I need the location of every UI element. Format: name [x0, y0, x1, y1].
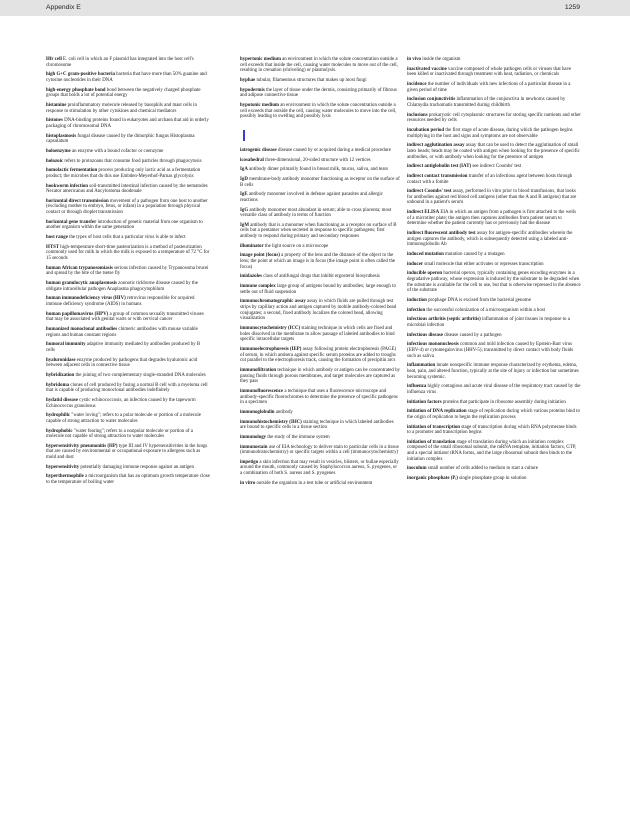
glossary-entry [240, 299, 400, 322]
glossary-definition: the successful colonization of a microorganism within a host [425, 307, 546, 313]
glossary-entry [240, 148, 400, 154]
glossary-term: human African trypanosomiasis [46, 265, 113, 271]
page-number: 1259 [564, 4, 580, 11]
glossary-term: inclusion conjunctivitis [407, 97, 456, 103]
glossary-term: hypertonic medium [240, 57, 281, 62]
glossary-definition: inflammation of joint tissues in response to a microbial infection [407, 317, 570, 328]
glossary-column-1 [46, 57, 210, 490]
glossary-term: infectious disease [407, 332, 443, 338]
glossary-definition: introduction of genetic material from one organism to another organism within the same generation [46, 219, 203, 231]
glossary-definition: process producing only lactic acid as a fermentation product; the microbes that do this use Embden-Meyerhof-Parnas glycolysis [46, 168, 201, 179]
glossary-term: indirect ELISA [407, 210, 440, 216]
glossary-term: hydrophobic [46, 428, 73, 434]
glossary-term: imidazoles [240, 274, 263, 280]
glossary-term: immunohistochemistry (IHC) [240, 419, 302, 425]
glossary-definition: the light source on a microscope [263, 243, 329, 249]
glossary-definition: EIA in which an antigen from a pathogen is first attached to the wells of a microtiter plate; the antigen then captures antibodies from patient serum to determine whether the patient currently has or previously had the disease [407, 210, 577, 227]
glossary-entry [46, 296, 210, 307]
glossary-entry [46, 266, 210, 277]
glossary-term: horizontal direct transmission [46, 198, 109, 204]
glossary-definition: stage of translation during which an initiation complex composed of the small ribosomal subunit, the mRNA template, initiation factors, GTP, and a special initiator tRNA forms, and the large ribosomal subunit then binds to the initiation complex [407, 439, 577, 462]
glossary-entry [240, 445, 400, 456]
glossary-definition: proteins that participate in ribosome assembly during initiation [441, 399, 566, 405]
glossary-term: immunology [240, 434, 267, 440]
glossary-term: Hfr cell [46, 57, 62, 62]
glossary-definition: tubular, filamentous structures that makes up most fungi [255, 77, 367, 83]
glossary-entry [240, 481, 400, 487]
glossary-term: indirect contact transmission [407, 173, 468, 179]
glossary-entry [46, 199, 210, 216]
glossary-definition: stage of transcription during which RNA polymerase binds to a promoter and transcription begins [407, 424, 577, 436]
glossary-entry [46, 444, 210, 461]
glossary-entry [46, 88, 210, 99]
glossary-term: immunocytochemistry (ICC) [240, 326, 301, 331]
glossary-term: illuminator [240, 243, 264, 249]
glossary-entry [240, 103, 400, 120]
glossary-entry [240, 274, 400, 280]
glossary-entry [407, 210, 581, 227]
glossary-entry [46, 72, 210, 83]
glossary-definition: assay, performed in vitro prior to blood transfusions, that looks for antibodies against red blood cell antigens (other than the A and B antigens) that are unbound in a patient's serum [407, 189, 577, 206]
glossary-term: hyaluronidase [46, 357, 76, 363]
glossary-definition: high-temperature short-time pasteurization is a method of pasteurization commonly used for milk in which the milk is exposed to a temperature of 72 °C for 15 seconds [46, 244, 210, 262]
glossary-entry [240, 223, 400, 240]
glossary-term: hydatid disease [46, 397, 78, 403]
glossary-definition: potentially damaging immune response against an antigen [79, 464, 194, 470]
glossary-definition: staining technique in which cells are fixed and holes dissolved in the membrane to allow passage of labeled antibodies to bind specific intracellular targets [240, 326, 395, 343]
glossary-term: in vivo [407, 57, 421, 62]
glossary-definition: cystic echinococcosis, an infection caused by the tapeworm Echinococcus granulosus [46, 397, 196, 409]
glossary-definition: a skin infection that may result in vesicles, blisters, or bullae especially around the mouth, commonly caused by Staphylococcus aureus, S. pyogenes, or a combination of both S. aureus and S. pyogenes [240, 459, 399, 477]
glossary-term: hypotonic medium [240, 102, 279, 108]
glossary-term: holozoic [46, 158, 64, 164]
glossary-term: initiation of DNA replication [407, 409, 467, 415]
glossary-definition: the types of host cells that a particular virus is able to infect [67, 235, 186, 241]
glossary-entry [46, 398, 210, 409]
glossary-entry [240, 368, 400, 385]
glossary-definition: bacteria that have more than 50% guanine and cytosine nucleotides in their DNA [46, 72, 207, 83]
glossary-definition: antibody monomer most abundant in serum; able to cross placenta; most versatile class of antibody in terms of function [240, 207, 392, 219]
glossary-definition: soil-transmitted intestinal infection caused by the nematodes Necator americanus and Ancylostoma duodenale [46, 183, 208, 195]
glossary-entry [407, 231, 581, 248]
glossary-entry [46, 184, 210, 195]
glossary-entry [46, 159, 210, 165]
glossary-definition: a microorganism that has an optimum growth temperature close to the temperature of boiling water [46, 474, 210, 486]
glossary-definition: chimeric antibodies with mouse variable regions and human constant regions [46, 326, 198, 338]
glossary-term: hyperthermophile [46, 474, 84, 480]
glossary-definition: proinflammatory molecule released by basophils and mast cells in response to stimulation by other cytokines and chemical mediators [46, 102, 197, 114]
glossary-definition: use of EIA technology to deliver stain to particular cells in a tissue (immunohistochemistry) or specific targets within a cell (immunocytochemistry) [240, 444, 399, 456]
glossary-entry [46, 413, 210, 424]
glossary-definition: retrovirus responsible for acquired immune deficiency syndrome (AIDS) in humans [46, 296, 195, 307]
glossary-term: infectious mononucleosis [407, 342, 459, 348]
glossary-term: immunofluorescence [240, 388, 284, 394]
appendix-title: Appendix E [46, 4, 81, 11]
glossary-term: IgD [240, 176, 248, 182]
glossary-term: hybridization [46, 372, 75, 378]
glossary-definition: prophage DNA is excised from the bacterial genome [426, 298, 531, 303]
glossary-definition: DNA-binding proteins found in eukaryotes and archaea that aid in orderly packaging of chromosomal DNA [46, 118, 209, 129]
glossary-term: initiation of transcription [407, 424, 460, 430]
glossary-term: hypodermis [240, 87, 265, 93]
glossary-definition: technique in which antibody or antigen can be concentrated by passing fluids through porous membranes, and target molecules are captured as they pass [240, 367, 400, 385]
glossary-term: indirect Coombs' test [407, 189, 452, 195]
glossary-definition: vaccine composed of whole pathogen cells or viruses that have been killed or inactivated through treatment with heat, radiation, or chemicals [407, 66, 572, 78]
glossary-term: hybridoma [46, 382, 70, 388]
glossary-term: hyphae [240, 77, 256, 83]
glossary-entry [46, 281, 210, 292]
glossary-entry [240, 389, 400, 406]
glossary-entry [46, 235, 210, 241]
glossary-term: homolactic fermentation [46, 168, 98, 174]
glossary-entry [407, 67, 581, 78]
glossary-term: humanized monoclonal antibodies [46, 326, 118, 332]
glossary-term: high-energy phosphate bond [46, 87, 106, 93]
glossary-definition: the joining of two complementary single-stranded DNA molecules [74, 372, 206, 378]
glossary-definition: inflammation of the conjunctiva in newborns caused by Chlamydia trachomatis transmitted during childbirth [407, 97, 566, 108]
glossary-definition: E. coli cell in which an F plasmid has integrated into the host cell's chromosome [46, 57, 194, 68]
glossary-term: immunostain [240, 444, 268, 450]
glossary-definition: the layer of tissue under the dermis, consisting primarily of fibrous and adipose connective tissue [240, 87, 397, 99]
glossary-entry [407, 440, 581, 463]
glossary-term: immunofiltration [240, 367, 277, 373]
glossary-definition: innate nonspecific immune response characterized by erythema, edema, heat, pain, and altered function, typically at the site of injury or infection but sometimes becoming systemic. [407, 363, 579, 380]
glossary-definition: prokaryotic cell cytoplasmic structures for storing specific nutrients and other resources needed by cells [407, 112, 581, 124]
glossary-term: inclusions [407, 112, 428, 118]
glossary-definition: adaptive immunity mediated by antibodies produced by B cells [46, 342, 201, 353]
glossary-entry [240, 420, 400, 431]
glossary-term: hydrophilic [46, 413, 71, 419]
glossary-term: impetigo [240, 459, 259, 465]
glossary-entry [240, 435, 400, 441]
glossary-entry [407, 164, 581, 170]
glossary-term: immune complex [240, 284, 276, 290]
glossary-term: image point (focus) [240, 253, 280, 259]
glossary-entry [46, 312, 210, 323]
glossary-definition: an enzyme with a bound cofactor or coenzyme [70, 148, 164, 154]
glossary-definition: inside the organism [421, 57, 461, 62]
glossary-definition: outside the organism in a test tube or artificial environment [255, 480, 373, 486]
glossary-definition: highly contagious and acute viral disease of the respiratory tract caused by the influenza virus [407, 384, 581, 395]
glossary-definition: "water fearing"; refers to a nonpolar molecule or portion of a molecule not capable of strong attraction to water molecules [46, 428, 193, 440]
glossary-definition: small molecule that either activates or represses transcription [423, 261, 544, 267]
glossary-entry [240, 460, 400, 477]
glossary-definition: staining technique in which labeled antibodies are bound to specific cells in a tissue section [240, 419, 394, 431]
glossary-term: hookworm infection [46, 183, 88, 189]
glossary-term: immunoelectrophoresis (IEP) [240, 346, 302, 352]
glossary-entry [407, 425, 581, 436]
glossary-column-3 [407, 57, 581, 486]
glossary-definition: assay in which fluids are pulled through test strips by capillary action and antigen captured by mobile antibody-colored bead conjugates; a second, fixed antibody localizes the colored bead, allowing visualization [240, 299, 397, 322]
glossary-term: human granulocytic anaplasmosis [46, 281, 117, 287]
glossary-term: high G+C gram-positive bacteria [46, 72, 115, 78]
glossary-column-2 [240, 57, 400, 490]
glossary-term: histones [46, 118, 63, 124]
glossary-definition: zoonotic tickborne disease caused by the obligate intracellular pathogen Anaplasma phagocytophilum [46, 281, 198, 292]
glossary-term: icosahedral [240, 157, 264, 163]
glossary-entry [407, 363, 581, 380]
glossary-entry [240, 208, 400, 219]
glossary-definition: bond between the negatively charged phosphate groups that holds a lot of potential energy [46, 87, 201, 99]
glossary-definition: an environment in which the solute concentration outside a cell exceeds that outside the cell, causing water molecules to move into the cell, possibly leading to swelling and possibly lysis [240, 102, 397, 120]
glossary-entry [407, 333, 581, 339]
glossary-entry [240, 326, 400, 343]
glossary-entry [240, 244, 400, 250]
glossary-definition: antibody dimer primarily found in breast milk, mucus, saliva, and tears [247, 167, 389, 173]
glossary-entry [407, 174, 581, 185]
glossary-definition: mutation caused by a mutagen [443, 252, 505, 258]
glossary-entry [46, 383, 210, 394]
glossary-entry [407, 409, 581, 420]
glossary-entry [240, 177, 400, 188]
glossary-definition: transfer of an infectious agent between hosts through contact with a fomite [407, 173, 573, 185]
glossary-entry [46, 103, 210, 114]
glossary-entry [240, 78, 400, 84]
section-letter-marker [243, 130, 245, 141]
glossary-entry [240, 57, 400, 74]
glossary-entry [240, 158, 400, 164]
glossary-term: histoplasmosis [46, 133, 77, 139]
glossary-term: human papillomavirus (HPV) [46, 311, 109, 317]
glossary-definition: stage of replication during which various proteins bind to the origin of replication to begin the replication process [407, 409, 580, 420]
glossary-term: inactivated vaccine [407, 66, 447, 72]
glossary-term: induction [407, 298, 427, 303]
glossary-term: indirect antiglobulin test (IAT) [407, 164, 472, 170]
glossary-term: IgA [240, 167, 248, 173]
glossary-entry [407, 252, 581, 258]
glossary-entry [407, 143, 581, 160]
glossary-entry [46, 220, 210, 231]
glossary-definition: class of antifungal drugs that inhibit ergosterol biosynthesis [262, 274, 380, 280]
glossary-entry [407, 262, 581, 268]
glossary-entry [407, 128, 581, 139]
glossary-term: inorganic phosphate (Pᵢ) [407, 476, 458, 482]
glossary-term: infectious arthritis (septic arthritis) [407, 317, 481, 323]
glossary-term: inoculum [407, 466, 427, 472]
glossary-definition: assay following protein electrophoresis (PAGE) of serum, in which antisera against specific serum proteins are added to troughs cut parallel to the electrophoresis track, causing the formation of precipitin arcs [240, 346, 397, 364]
glossary-definition: large group of antigens bound by antibodies; large enough to settle out of fluid suspension [240, 284, 396, 295]
glossary-entry [46, 57, 210, 68]
glossary-definition: common and mild infection caused by Epstein-Barr virus (EBV-4) or cytomegalovirus (HHV-5); transmitted by direct contact with body fluids such as saliva [407, 342, 574, 359]
glossary-entry [407, 476, 581, 482]
glossary-definition: small number of cells added to medium to start a culture [426, 466, 539, 472]
glossary-entry [407, 82, 581, 93]
glossary-definition: the first stage of acute disease, during which the pathogen begins multiplying in the host and signs and symptoms are not observable [407, 127, 573, 139]
glossary-entry [46, 118, 210, 129]
glossary-definition: type III and IV hypersensitivities in the lungs that are caused by environmental or occupational exposure to allergens such as mold and dust [46, 443, 208, 461]
glossary-definition: refers to protozoans that consume food particles through phagocytosis [63, 158, 202, 164]
glossary-entry [46, 465, 210, 471]
glossary-definition: serious infection caused by Trypanosoma brucei and spread by the bite of the tsetse fly [46, 265, 209, 277]
glossary-term: immunochromatographic assay [240, 299, 306, 305]
glossary-definition: disease caused by or acquired during a medical procedure [276, 147, 391, 153]
glossary-term: inducer [407, 261, 424, 267]
glossary-entry [240, 88, 400, 99]
glossary-entry [407, 57, 581, 63]
glossary-definition: clones of cell produced by fusing a normal B cell with a myeloma cell that is capable of producing monoclonal antibodies indefinitely [46, 382, 208, 394]
glossary-entry [46, 245, 210, 262]
glossary-term: in vitro [240, 480, 256, 486]
glossary-entry [407, 342, 581, 359]
glossary-definition: a property of the lens and the distance of the object to the lens; the point at which an image is in focus (the image point is often called the focus) [240, 253, 396, 270]
glossary-term: human immunodeficiency virus (HIV) [46, 296, 126, 302]
glossary-term: IgG [240, 207, 249, 213]
glossary-definition: see indirect Coombs' test [471, 164, 522, 170]
glossary-definition: bacterial operon, typically containing genes encoding enzymes in a degradative pathway, whose expression is induced by the substrate to be degraded when the substrate is available for the cell to use, but that is otherwise repressed in the absence of the substrate [407, 271, 581, 294]
glossary-definition: enzyme produced by pathogens that degrades hyaluronic acid between adjacent cells in connective tissue [46, 357, 198, 369]
glossary-definition: disease caused by a pathogen [443, 332, 502, 338]
glossary-term: incidence [407, 81, 427, 87]
glossary-definition: antibody that is a monomer when functioning as a receptor on surface of B cells but a pentamer when secreted in response to specific pathogens; first antibody to respond during primary and secondary responses [240, 222, 397, 240]
glossary-entry [240, 253, 400, 270]
glossary-term: IgM [240, 222, 249, 228]
glossary-entry [240, 167, 400, 173]
glossary-term: indirect fluorescent antibody test [407, 231, 476, 237]
glossary-definition: assay for antigen-specific antibodies wherein the antigen captures the antibody, which is subsequently detected using a labeled anti-immunoglobulin Ab [407, 231, 573, 248]
glossary-entry [407, 308, 581, 314]
glossary-term: holoenzyme [46, 148, 71, 154]
glossary-entry [240, 347, 400, 364]
glossary-definition: "water loving"; refers to a polar molecule or portion of a molecule capable of strong attraction to water molecules [46, 413, 201, 424]
glossary-definition: single phosphate group in solution [457, 476, 527, 482]
glossary-entry [240, 410, 400, 416]
glossary-definition: the number of individuals with new infections of a particular disease in a given period of time [407, 81, 571, 93]
glossary-entry [46, 342, 210, 353]
glossary-definition: a group of common sexually transmitted viruses that may be associated with genital warts or with cervical cancer [46, 311, 204, 323]
glossary-term: host range [46, 235, 68, 241]
glossary-term: incubation period [407, 127, 445, 133]
glossary-term: inducible operon [407, 271, 443, 277]
glossary-definition: three-dimensional, 20-sided structure with 12 vertices [263, 157, 371, 163]
glossary-definition: the study of the immune system [266, 434, 330, 440]
glossary-definition: fungal disease caused by the dimorphic fungus Histoplasma capsulatum [46, 133, 195, 145]
glossary-term: infection [407, 307, 426, 313]
glossary-term: immunoglobulin [240, 409, 275, 415]
page-header [0, 0, 630, 16]
glossary-entry [407, 400, 581, 406]
glossary-entry [46, 474, 210, 485]
glossary-entry [46, 134, 210, 145]
glossary-entry [407, 271, 581, 294]
glossary-entry [407, 384, 581, 395]
glossary-term: humoral immunity [46, 342, 86, 348]
glossary-definition: membrane-body antibody monomer functioning as receptor on the surface of B cells [240, 176, 400, 188]
glossary-entry [407, 113, 581, 124]
glossary-entry [46, 429, 210, 440]
glossary-definition: assay that can be used to detect the agglutination of small latex beads; beads may be coated with antigen when looking for the presence of specific antibodies, or with antibody when looking for the presence of antigen [407, 143, 580, 160]
glossary-term: iatrogenic disease [240, 147, 277, 153]
glossary-entry [46, 327, 210, 338]
glossary-entry [407, 466, 581, 472]
glossary-term: hypersensitivity [46, 464, 80, 470]
glossary-term: HTST [46, 244, 60, 250]
glossary-entry [46, 358, 210, 369]
glossary-entry [46, 168, 210, 179]
glossary-entry [407, 97, 581, 108]
glossary-entry [240, 192, 400, 203]
glossary-entry [46, 373, 210, 379]
glossary-definition: antibody [274, 409, 293, 415]
glossary-term: initiation factors [407, 399, 442, 405]
glossary-entry [407, 298, 581, 304]
glossary-term: horizontal gene transfer [46, 219, 97, 225]
glossary-term: indirect agglutination assay [407, 143, 465, 149]
glossary-definition: a technique that uses a fluorescence microscope and antibody-specific fluorochromes to determine the presence of specific pathogens in a specimen [240, 388, 398, 406]
glossary-entry [240, 284, 400, 295]
glossary-term: inflammation [407, 363, 436, 369]
glossary-term: initiation of translation [407, 439, 456, 445]
glossary-definition: movement of a pathogen from one host to another (excluding mother to embryo, fetus, or infant) in a population through physical contact or through droplet transmission [46, 198, 208, 216]
glossary-term: histamine [46, 102, 67, 108]
glossary-entry [407, 317, 581, 328]
glossary-entry [407, 189, 581, 206]
glossary-definition: antibody monomer involved in defense against parasites and allergic reactions [240, 192, 383, 203]
glossary-term: IgE [240, 192, 248, 198]
glossary-definition: an environment in which the solute concentration outside a cell exceeds that inside the cell, causing water molecules to move out of the cell, resulting in crenation (shriveling) or plasmolysis. [240, 57, 398, 74]
glossary-term: influenza [407, 384, 427, 390]
glossary-term: induced mutation [407, 252, 444, 258]
glossary-entry [46, 149, 210, 155]
glossary-term: hypersensitivity pneumonitis (HP) [46, 443, 118, 449]
